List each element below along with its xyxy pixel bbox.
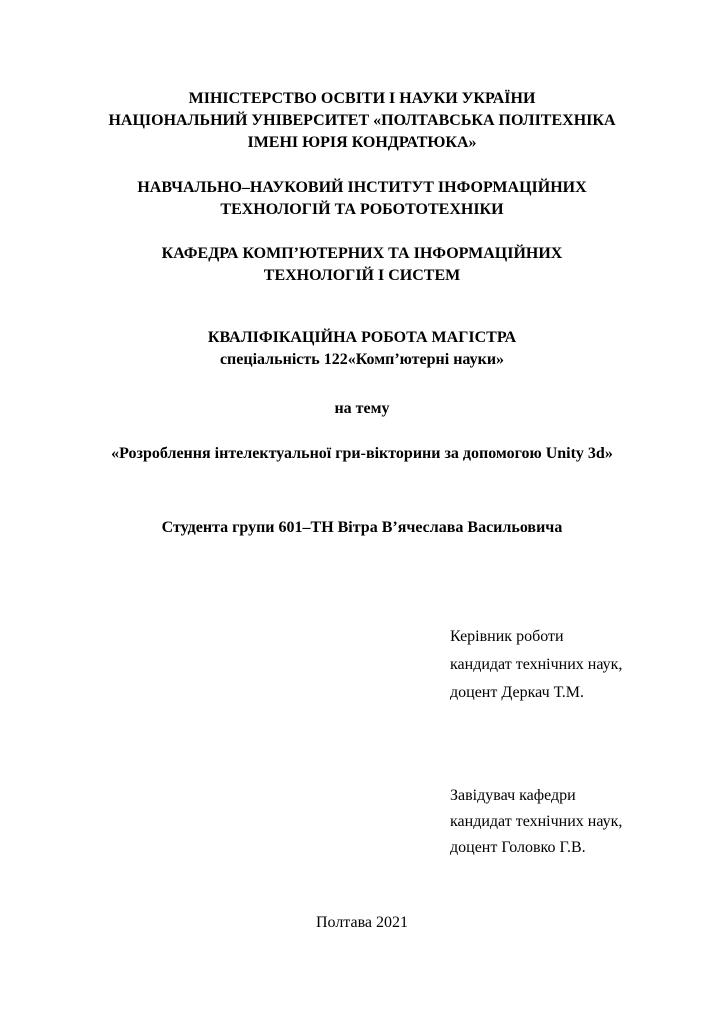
student-block <box>56 517 668 539</box>
supervisor-degree: кандидат технічних наук, <box>450 656 623 673</box>
ministry-line: МІНІСТЕРСТВО ОСВІТИ І НАУКИ УКРАЇНИ <box>188 90 536 107</box>
ministry-block <box>56 88 668 154</box>
department-line-1: КАФЕДРА КОМП’ЮТЕРНИХ ТА ІНФОРМАЦІЙНИХ <box>161 245 563 262</box>
department-head-degree: кандидат технічних наук, <box>450 813 623 830</box>
student-line: Студента групи 601–ТН Вітра В’ячеслава Васильовича <box>161 519 563 536</box>
footer-block <box>56 912 668 934</box>
department-head-block <box>450 783 668 861</box>
supervisor-block <box>450 623 668 707</box>
topic-label-block <box>56 398 668 420</box>
department-head-name: доцент Головко Г.В. <box>450 839 586 856</box>
department-block <box>56 243 668 287</box>
supervisor-role: Керівник роботи <box>450 628 564 645</box>
topic-label: на тему <box>334 400 390 417</box>
supervisor-name: доцент Деркач Т.М. <box>450 684 585 701</box>
topic-title: «Розроблення інтелектуальної гри-вікторини за допомогою Unity 3d» <box>111 445 613 462</box>
specialty-line: спеціальність 122«Комп’ютерні науки» <box>219 351 505 368</box>
department-line-2: ТЕХНОЛОГІЙ І СИСТЕМ <box>263 267 461 284</box>
institute-line-2: ТЕХНОЛОГІЙ ТА РОБОТОТЕХНІКИ <box>220 201 504 218</box>
work-type-block <box>56 327 668 371</box>
institute-block <box>56 177 668 221</box>
city-year: Полтава 2021 <box>315 914 409 931</box>
department-head-role: Завідувач кафедри <box>450 787 576 804</box>
topic-block <box>56 443 668 465</box>
university-line-2: ІМЕНІ ЮРІЯ КОНДРАТЮКА» <box>247 134 477 151</box>
work-type-title: КВАЛІФІКАЦІЙНА РОБОТА МАГІСТРА <box>207 329 517 346</box>
institute-line-1: НАВЧАЛЬНО–НАУКОВИЙ ІНСТИТУТ ІНФОРМАЦІЙНИХ <box>137 179 587 196</box>
university-line-1: НАЦІОНАЛЬНИЙ УНІВЕРСИТЕТ «ПОЛТАВСЬКА ПОЛІТЕХНІКА <box>108 112 616 129</box>
